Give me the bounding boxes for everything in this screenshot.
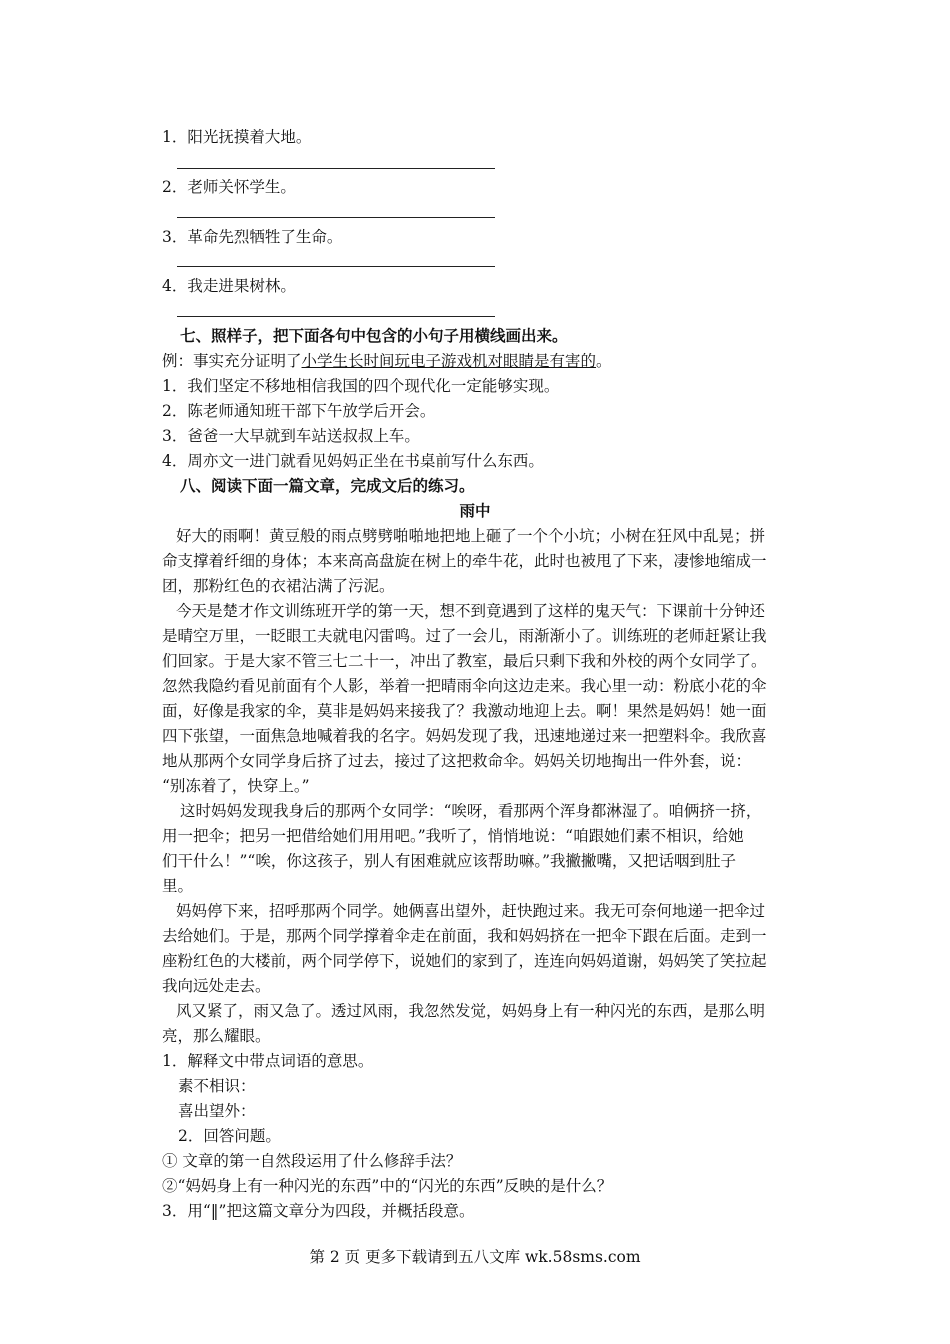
item-number: 4． bbox=[162, 277, 188, 295]
s6-item-2 bbox=[162, 175, 296, 199]
item-text: 我走进果树林。 bbox=[187, 277, 296, 295]
article-line: 们回家。于是大家不管三七二十一，冲出了教室，最后只剩下我和外校的两个女同学了。 bbox=[162, 652, 767, 670]
s7-item-3: 3．爸爸一大早就到车站送叔叔上车。 bbox=[162, 427, 420, 445]
question-2a: ① 文章的第一自然段运用了什么修辞手法？ bbox=[162, 1152, 462, 1170]
article-line: 忽然我隐约看见前面有个人影，举着一把晴雨伞向这边走来。我心里一动：粉底小花的伞 bbox=[162, 677, 767, 695]
article-line: “别冻着了，快穿上。” bbox=[162, 777, 310, 795]
article-line: 里。 bbox=[162, 877, 194, 895]
item-number: 2． bbox=[162, 178, 188, 196]
article-title: 雨中 bbox=[459, 501, 491, 520]
article-line: 这时妈妈发现我身后的那两个女同学：“唉呀，看那两个浑身都淋湿了。咱俩挤一挤， bbox=[180, 802, 762, 820]
article-line: 们干什么！”“唉，你这孩子，别人有困难就应该帮助嘛。”我撇撇嘴，又把话咽到肚子 bbox=[162, 852, 737, 870]
answer-blank-1[interactable] bbox=[177, 168, 495, 169]
section7-heading: 七、照样子，把下面各句中包含的小句子用横线画出来。 bbox=[180, 326, 568, 345]
question-2: 2．回答问题。 bbox=[178, 1127, 281, 1145]
article-line: 妈妈停下来，招呼那两个同学。她俩喜出望外，赶快跑过来。我无可奈何地递一把伞过 bbox=[176, 902, 766, 920]
item-number: 3． bbox=[162, 228, 188, 246]
question-2b: ②“妈妈身上有一种闪光的东西”中的“闪光的东西”反映的是什么？ bbox=[162, 1177, 613, 1195]
s6-item-3 bbox=[162, 225, 342, 249]
article-line: 好大的雨啊！黄豆般的雨点劈劈啪啪地把地上砸了一个个小坑；小树在狂风中乱晃；拼 bbox=[176, 527, 766, 545]
question-1: 1．解释文中带点词语的意思。 bbox=[162, 1052, 374, 1070]
section7-example bbox=[162, 349, 612, 373]
question-3: 3．用“‖”把这篇文章分为四段，并概括段意。 bbox=[162, 1202, 475, 1220]
item-text: 革命先烈牺牲了生命。 bbox=[187, 228, 343, 246]
article-line: 地从那两个女同学身后挤了过去，接过了这把救命伞。妈妈关切地掏出一件外套，说： bbox=[162, 752, 752, 770]
article-line: 面，好像是我家的伞，莫非是妈妈来接我了？我激动地迎上去。啊！果然是妈妈！她一面 bbox=[162, 702, 767, 720]
s7-item-1: 1．我们坚定不移地相信我国的四个现代化一定能够实现。 bbox=[162, 377, 560, 395]
article-line: 去给她们。于是，那两个同学撑着伞走在前面，我和妈妈挤在一把伞下跟在后面。走到一 bbox=[162, 927, 767, 945]
article-line: 命支撑着纤细的身体；本来高高盘旋在树上的牵牛花，此时也被甩了下来，凄惨地缩成一 bbox=[162, 552, 767, 570]
page-footer: 第 2 页 更多下载请到五八文库 wk.58sms.com bbox=[309, 1248, 641, 1266]
article-line: 风又紧了，雨又急了。透过风雨，我忽然发觉，妈妈身上有一种闪光的东西，是那么明 bbox=[176, 1002, 766, 1020]
article-line: 团，那粉红色的衣裙沾满了污泥。 bbox=[162, 577, 395, 595]
example-suffix: 。 bbox=[596, 352, 612, 370]
question-1a: 素不相识： bbox=[178, 1077, 256, 1095]
s7-item-4: 4．周亦文一进门就看见妈妈正坐在书桌前写什么东西。 bbox=[162, 452, 544, 470]
article-line: 用一把伞；把另一把借给她们用用吧。”我听了，悄悄地说：“咱跟她们素不相识，给她 bbox=[162, 827, 744, 845]
item-text: 阳光抚摸着大地。 bbox=[187, 128, 312, 146]
s6-item-1 bbox=[162, 125, 311, 149]
answer-blank-2[interactable] bbox=[177, 217, 495, 218]
item-number: 1． bbox=[162, 128, 188, 146]
example-underlined: 小学生长时间玩电子游戏机对眼睛是有害的 bbox=[301, 352, 597, 370]
article-line: 是晴空万里，一眨眼工夫就电闪雷鸣。过了一会儿，雨渐渐小了。训练班的老师赶紧让我 bbox=[162, 627, 767, 645]
s7-item-2: 2．陈老师通知班干部下午放学后开会。 bbox=[162, 402, 436, 420]
article-line: 座粉红色的大楼前，两个同学停下，说她们的家到了，连连向妈妈道谢，妈妈笑了笑拉起 bbox=[162, 952, 767, 970]
item-text: 老师关怀学生。 bbox=[187, 178, 296, 196]
article-line: 今天是楚才作文训练班开学的第一天，想不到竟遇到了这样的鬼天气：下课前十分钟还 bbox=[176, 602, 766, 620]
s6-item-4 bbox=[162, 274, 296, 298]
answer-blank-4[interactable] bbox=[177, 316, 495, 317]
answer-blank-3[interactable] bbox=[177, 266, 495, 267]
article-line: 亮，那么耀眼。 bbox=[162, 1027, 271, 1045]
example-prefix: 例：事实充分证明了 bbox=[162, 352, 302, 370]
section8-heading: 八、阅读下面一篇文章，完成文后的练习。 bbox=[180, 476, 475, 495]
article-line: 我向远处走去。 bbox=[162, 977, 271, 995]
article-line: 四下张望，一面焦急地喊着我的名字。妈妈发现了我，迅速地递过来一把塑料伞。我欣喜 bbox=[162, 727, 767, 745]
question-1b: 喜出望外： bbox=[178, 1102, 256, 1120]
